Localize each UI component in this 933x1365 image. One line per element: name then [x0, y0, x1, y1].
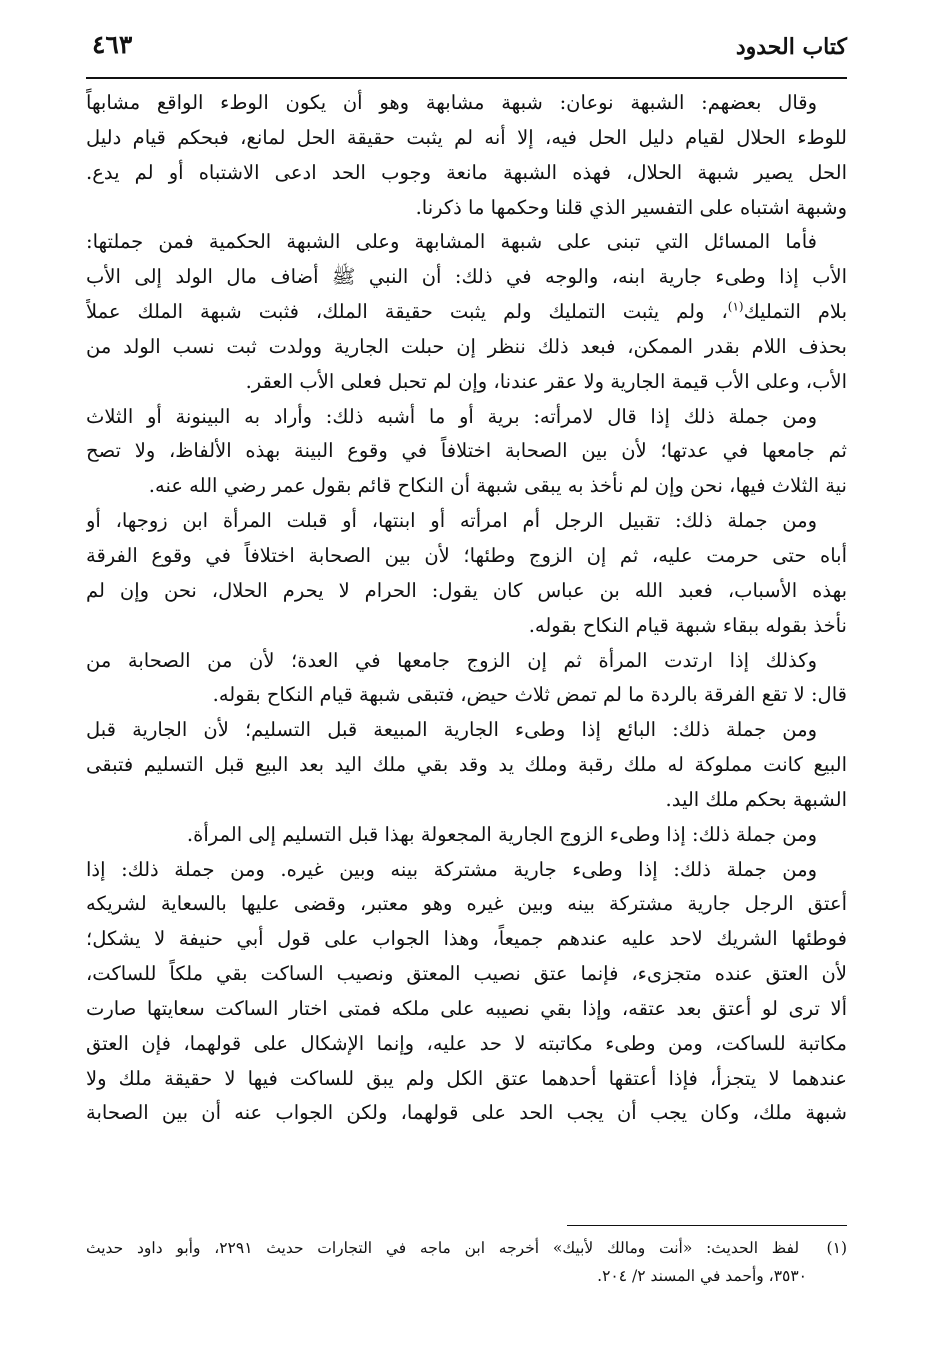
text-line: أعتق الرجل جارية مشتركة بينه وبين غيره وهو معتبر، وقضى عليها بالسعاية لشريكه [86, 892, 847, 916]
text-line: فأما المسائل التي تبنى على شبهة المشابهة وعلى الشبهة الحكمية فمن جملتها: [86, 230, 817, 254]
text-line: شبهة ملك، وكان يجب أن يجب الحد على قولهما، ولكن الجواب عنه أن بين الصحابة [86, 1101, 847, 1125]
text-line: ثم جامعها في عدتها؛ لأن بين الصحابة اختلافاً في وقوع البينة بهذه الألفاظ، ولا تصح [86, 439, 847, 463]
footnote-rule [567, 1225, 847, 1226]
text-line: البيع كانت مملوكة له ملك رقبة وملك يد وقد بقي ملك اليد بعد البيع قبل التسليم فتبقى [86, 753, 847, 777]
text-line: عندهما لا يتجزأ، فإذا أعتقها أحدهما عتق الكل ولم يبق للساكت فيها لا حقيقة ملك ولا [86, 1066, 847, 1090]
running-title: كتاب الحدود [735, 34, 847, 60]
footnote-marker: (١) [727, 299, 744, 314]
text-line: لأن العتق عنده متجزىء، فإنما عتق نصيب المعتق ونصيب الساكت بقي ملكاً للساكت، [86, 962, 847, 986]
footnote-line [86, 1234, 847, 1262]
text-line: الأب، وعلى الأب قيمة الجارية ولا عقر عندنا، وإن لم تحبل فعلى الأب العقر. [245, 369, 847, 393]
text-line: قال: لا تقع الفرقة بالردة ما لم تمض ثلاث حيض، فتبقى شبهة قيام النكاح بقوله. [212, 683, 847, 707]
text-line: الأب إذا وطىء جارية ابنه، والوجه في ذلك: أن النبي ﷺ أضاف مال الولد إلى الأب [86, 265, 847, 289]
text-line: أباه حتى حرمت عليه، ثم إن الزوج وطئها؛ لأن بين الصحابة اختلافاً في وقوع الفرقة [86, 543, 847, 567]
text-line: ومن جملة ذلك: إذا وطىء جارية مشتركة بينه وبين غيره. ومن جملة ذلك: إذا [86, 857, 817, 881]
footnote-text: لفظ الحديث: «أنت ومالك لأبيك» أخرجه ابن ماجه في التجارات حديث ٢٢٩١، وأبو داود حديث [86, 1239, 800, 1257]
text-line: ألا ترى لو أعتق بعد عتقه، وإذا بقي نصيبه على ملكه فمتى اختار الساكت سعايتها صارت [86, 996, 847, 1020]
text-line: ومن جملة ذلك: تقبيل الرجل أم امرأته أو ابنتها، أو قبلت المرأة ابن زوجها، أو [86, 509, 817, 533]
text-fragment: ، ولم يثبت التمليك ولم يثبت حقيقة الملك، فثبت شبهة الملك عملاً [86, 300, 728, 324]
text-line-with-note [86, 295, 847, 330]
text-line: الشبهة بحكم ملك اليد. [665, 787, 847, 811]
text-line: مكاتبة للساكت، ومن وطىء مكاتبته لا حد عليه، وإنما الإشكال على قولهما، فإن العتق [86, 1031, 847, 1055]
text-line: بحذف اللام بقدر الممكن، فبعد ذلك ننظر إن حبلت الجارية وولدت ثبت نسب الولد من [86, 334, 847, 358]
text-line: الحل يصير شبهة الحلال، فهذه الشبهة مانعة وجوب الحد ادعى الاشتباه أو لم يدع. [86, 160, 847, 184]
footnote-line: ٣٥٣٠، وأحمد في المسند ٢/ ٢٠٤. [597, 1267, 807, 1285]
footnotes [86, 1234, 847, 1290]
footnote-number: (١) [826, 1239, 847, 1257]
text-line: بهذه الأسباب، فعبد الله بن عباس كان يقول: الحرام لا يحرم الحلال، نحن وإن لم [86, 578, 847, 602]
page-number: ٤٦٣ [92, 30, 133, 59]
text-line: وكذلك إذا ارتدت المرأة ثم إن الزوج جامعها في العدة؛ لأن من الصحابة من [86, 648, 817, 672]
text-line: نأخذ بقوله ببقاء شبهة قيام النكاح بقوله. [528, 613, 847, 637]
text-line: ومن جملة ذلك: البائع إذا وطىء الجارية المبيعة قبل التسليم؛ لأن الجارية قبل [86, 718, 817, 742]
text-fragment: بلام التمليك [743, 300, 847, 324]
text-line: ومن جملة ذلك: إذا وطىء الزوج الجارية المجعولة بهذا قبل التسليم إلى المرأة. [186, 822, 817, 846]
text-line: وشبهة اشتباه على التفسير الذي قلنا وحكمها ما ذكرنا. [415, 195, 847, 219]
text-line: ومن جملة ذلك إذا قال لامرأته: برية أو ما أشبه ذلك: وأراد به البينونة أو الثلاث [86, 404, 817, 428]
header-rule [86, 77, 847, 79]
text-line: فوطئها الشريك لاحد عليه عندهم جميعاً، وهذا الجواب على قول أبي حنيفة لا يشكل؛ [86, 927, 847, 951]
body-text [86, 86, 847, 1190]
text-line: وقال بعضهم: الشبهة نوعان: شبهة مشابهة وهو أن يكون الوطء الواقع مشابهاً [86, 91, 817, 114]
text-line: للوطء الحلال لقيام دليل الحل فيه، إلا أنه لم يثبت حقيقة الحل لمانع، فبحكم قيام دليل [86, 125, 847, 149]
text-line: نية الثلاث فيها، نحن وإن لم نأخذ به يبقى شبهة أن النكاح قائم بقول عمر رضي الله عنه. [148, 474, 847, 498]
